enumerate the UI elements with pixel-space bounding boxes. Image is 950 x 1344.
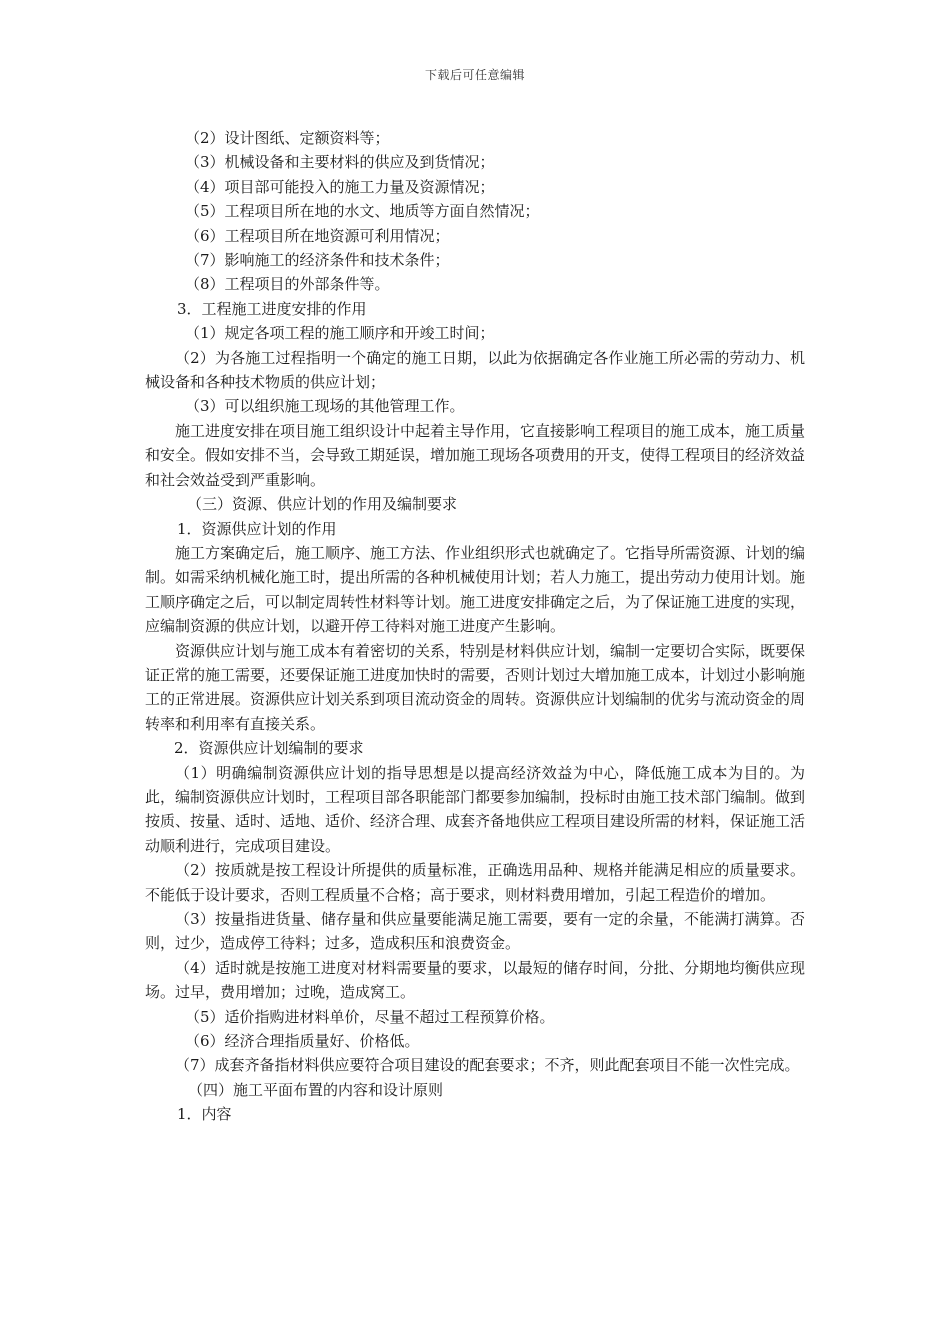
paragraph: （2）按质就是按工程设计所提供的质量标准，正确选用品种、规格并能满足相应的质量要求。不能低于设计要求，否则工程质量不合格；高于要求，则材料费用增加，引起工程造价的增加。: [145, 861, 805, 904]
paragraph: （2）为各施工过程指明一个确定的施工日期，以此为依据确定各作业施工所必需的劳动力、机械设备和各种技术物质的供应计划；: [145, 348, 805, 392]
page-header: 下载后可任意编辑: [424, 68, 525, 82]
list-item: （8）工程项目的外部条件等。: [185, 275, 390, 294]
paragraph: （7）成套齐备指材料供应要符合项目建设的配套要求；不齐，则此配套项目不能一次性完成。: [175, 1056, 800, 1075]
section-heading: （三）资源、供应计划的作用及编制要求: [187, 495, 458, 514]
subsection-heading: 1．资源供应计划的作用: [177, 519, 337, 538]
list-item: （6）工程项目所在地资源可利用情况；: [185, 226, 450, 245]
list-item: （1）规定各项工程的施工顺序和开竣工时间；: [185, 324, 495, 343]
list-item: （5）适价指购进材料单价，尽量不超过工程预算价格。: [185, 1007, 555, 1026]
subsection-heading: 1．内容: [177, 1105, 232, 1124]
list-item: （5）工程项目所在地的水文、地质等方面自然情况；: [185, 202, 540, 221]
section-heading: 3．工程施工进度安排的作用: [177, 299, 367, 318]
subsection-heading: 2．资源供应计划编制的要求: [174, 739, 364, 758]
list-item: （3）可以组织施工现场的其他管理工作。: [185, 397, 465, 416]
paragraph: （4）适时就是按施工进度对材料需要量的要求，以最短的储存时间，分批、分期地均衡供应现场。过早，费用增加；过晚，造成窝工。: [145, 958, 805, 1002]
list-item: （7）影响施工的经济条件和技术条件；: [185, 251, 450, 270]
list-item: （6）经济合理指质量好、价格低。: [185, 1032, 420, 1051]
list-item: （4）项目部可能投入的施工力量及资源情况；: [185, 177, 495, 196]
paragraph: 资源供应计划与施工成本有着密切的关系，特别是材料供应计划，编制一定要切合实际，既要保证正常的施工需要，还要保证施工进度加快时的需要，否则计划过大增加施工成本，计划过小影响施工的正常进展。资源供应计划关系到项目流动资金的周转。资源供应计划编制的优劣与流动资金的周转率和利用率有直接关系。: [145, 641, 806, 733]
list-item: （2）设计图纸、定额资料等；: [185, 129, 390, 147]
list-item: （3）机械设备和主要材料的供应及到货情况；: [185, 153, 495, 172]
paragraph: 施工方案确定后，施工顺序、施工方法、作业组织形式也就确定了。它指导所需资源、计划的编制。如需采纳机械化施工时，提出所需的各种机械使用计划；若人力施工，提出劳动力使用计划。施工顺序确定之后，可以制定周转性材料等计划。施工进度安排确定之后，为了保证施工进度的实现，应编制资源的供应计划，以避开停工待料对施工进度产生影响。: [145, 543, 806, 636]
section-heading: （四）施工平面布置的内容和设计原则: [188, 1080, 444, 1099]
paragraph: （1）明确编制资源供应计划的指导思想是以提高经济效益为中心，降低施工成本为目的。为此，编制资源供应计划时，工程项目部各职能部门都要参加编制，投标时由施工技术部门编制。做到按质、按量、适时、适地、适价、经济合理、成套齐备地供应工程项目建设所需的材料，保证施工活动顺利进行，完成项目建设。: [145, 763, 806, 855]
document-body: [145, 126, 805, 1127]
paragraph: 施工进度安排在项目施工组织设计中起着主导作用，它直接影响工程项目的施工成本，施工质量和安全。假如安排不当，会导致工期延误，增加施工现场各项费用的开支，使得工程项目的经济效益和社会效益受到严重影响。: [145, 421, 806, 489]
paragraph: （3）按量指进货量、储存量和供应量要能满足施工需要，要有一定的余量，不能满打满算。否则，过少，造成停工待料；过多，造成积压和浪费资金。: [145, 910, 805, 953]
